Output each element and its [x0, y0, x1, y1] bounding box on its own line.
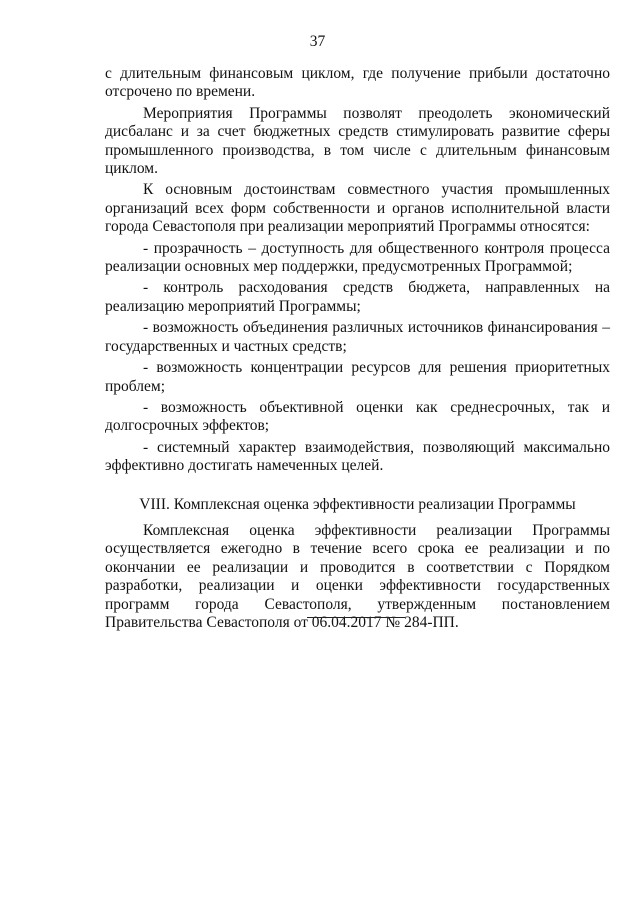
- paragraph-advantages-intro: К основным достоинствам совместного участия промышленных организаций всех форм собственности и органов исполнительной власти города Севастополя при реализации мероприятий Программы относятся:: [105, 181, 610, 236]
- document-body: [105, 65, 610, 632]
- paragraph-continuation: с длительным финансовым циклом, где получение прибыли достаточно отсрочено по времени.: [105, 65, 610, 101]
- paragraph-program-measures: Мероприятия Программы позволят преодолеть экономический дисбаланс и за счет бюджетных средств стимулировать развитие сферы промышленного производства, в том числе с длительным финансовым циклом.: [105, 104, 610, 178]
- page-number: 37: [309, 33, 326, 50]
- list-item-objective-evaluation: - возможность объективной оценки как среднесрочных, так и долгосрочных эффектов;: [105, 398, 610, 435]
- list-item-resource-concentration: - возможность концентрации ресурсов для решения приоритетных проблем;: [105, 359, 610, 395]
- list-item-funding-sources: - возможность объединения различных источников финансирования – государственных и частных средств;: [105, 319, 610, 355]
- closing-rule: [307, 617, 405, 618]
- list-item-transparency: - прозрачность – доступность для общественного контроля процесса реализации основных мер поддержки, предусмотренных Программой;: [105, 239, 610, 276]
- section-heading: VIII. Комплексная оценка эффективности реализации Программы: [139, 495, 576, 513]
- list-item-budget-control: - контроль расходования средств бюджета, направленных на реализацию мероприятий Программы;: [105, 279, 610, 315]
- list-item-systemic-interaction: - системный характер взаимодействия, позволяющий максимально эффективно достигать намеченных целей.: [105, 438, 610, 475]
- paragraph-evaluation: Комплексная оценка эффективности реализации Программы осуществляется ежегодно в течение всего срока ее реализации и по окончании ее реализации и проводится в соответствии с Порядком разработки, реализации и оценки эффективности государственных программ города Севастополя, утвержденным постановлением Правительства Севастополя от 06.04.2017 № 284-ПП.: [105, 521, 610, 631]
